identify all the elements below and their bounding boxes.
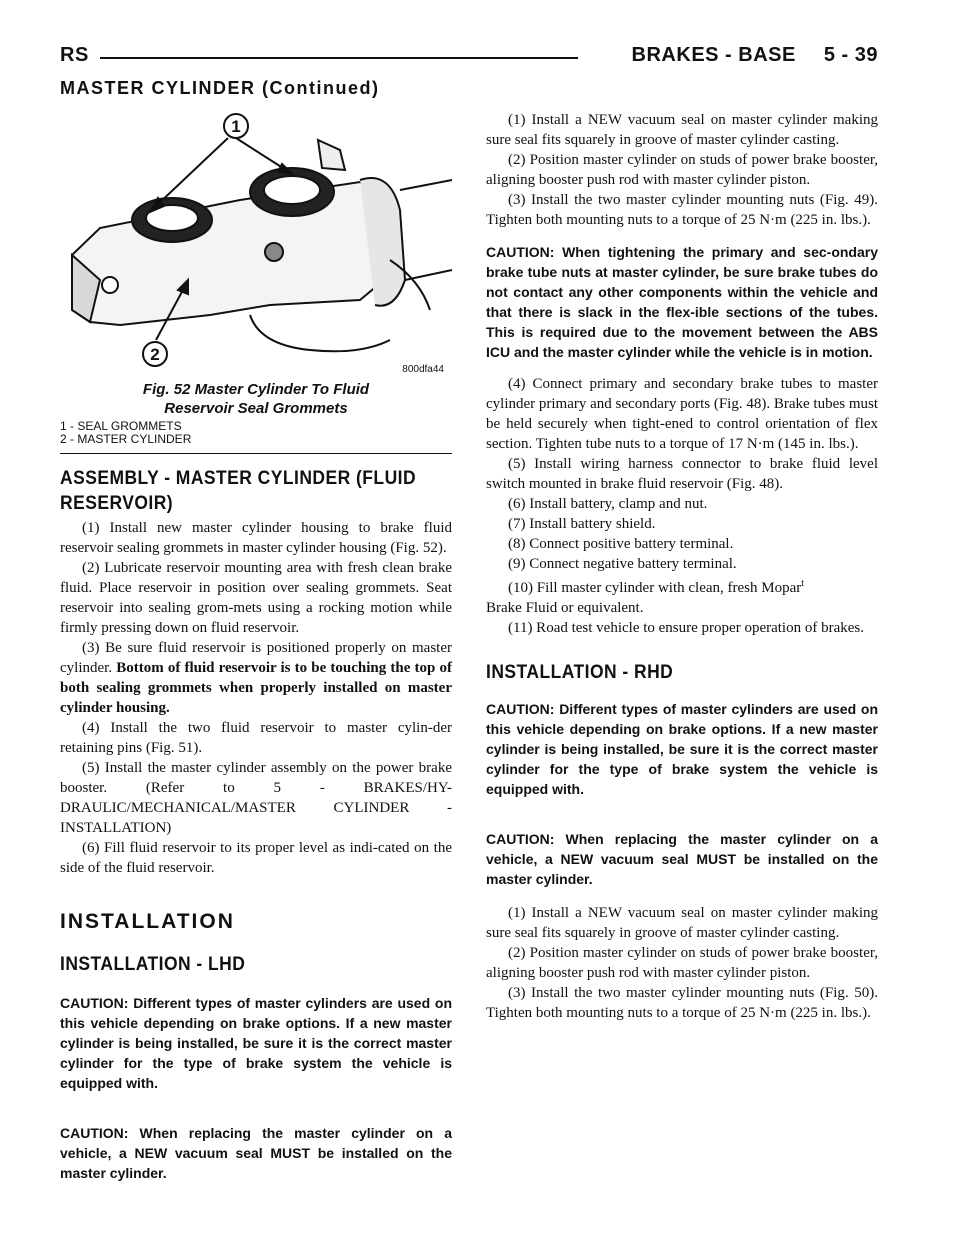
lhd-step-10-cont: Brake Fluid or equivalent. (486, 600, 644, 616)
figure-title (60, 380, 452, 418)
lhd-caution-seal: CAUTION: When replacing the master cylinder on a vehicle, a NEW vacuum seal MUST be installed on the master cylinder. (60, 1125, 452, 1181)
rhd-step: (2) Position master cylinder on studs of power brake booster, aligning booster push rod with master cylinder piston. (486, 945, 878, 981)
assembly-heading-line2: RESERVOIR) (60, 493, 174, 514)
lhd-step: (3) Install the two master cylinder mounting nuts (Fig. 49). Tighten both mounting nuts to a torque of 25 N·m (225 in. lbs.). (486, 192, 878, 228)
lhd-step: (8) Connect positive battery terminal. (508, 536, 734, 552)
right-column (486, 110, 878, 1023)
lhd-step: (4) Connect primary and secondary brake tubes to master cylinder primary and secondary ports (Fig. 48). Brake tubes must be held securely when tight-ened to control orientation of flex section. Tighten tube nuts to a torque of 17 N·m (145 in. lbs.). (486, 376, 878, 452)
figure-52 (60, 110, 452, 450)
legend-item: 1 - SEAL GROMMETS (60, 419, 182, 433)
rhd-step: (3) Install the two master cylinder mounting nuts (Fig. 50). Tighten both mounting nuts to a torque of 25 N·m (225 in. lbs.). (486, 985, 878, 1021)
header-rule (100, 57, 578, 59)
assembly-step: (6) Fill fluid reservoir to its proper level as indi-cated on the side of the fluid reservoir. (60, 840, 452, 876)
page-number: 5 - 39 (823, 44, 878, 66)
assembly-step-3 (60, 638, 452, 718)
port-2 (265, 243, 283, 261)
rhd-step: (1) Install a NEW vacuum seal on master cylinder making sure seal fits squarely in groove of master cylinder casting. (486, 905, 878, 941)
manual-code: RS (60, 44, 89, 66)
rhd-caution-types: CAUTION: Different types of master cylinders are used on this vehicle depending on brake options. If a new master cylinder is being installed, be sure it is the correct master cylinder for the type of brake system the vehicle is equipped with. (486, 701, 878, 797)
lhd-step-10 (486, 574, 878, 598)
assembly-step: (2) Lubricate reservoir mounting area with fresh clean brake fluid. Place reservoir in position over sealing grommets. Seat reservoir into sealing grom-mets using a rocking motion while firmly pressing down on fluid reservoir. (60, 560, 452, 636)
step-bold-note: Bottom of fluid reservoir is to be touching the top of both sealing grommets when properly installed on master cylinder housing. (60, 660, 452, 716)
left-column (60, 110, 452, 1183)
section-name: BRAKES - BASE (631, 44, 796, 66)
master-cylinder-illustration (60, 110, 452, 380)
hose-line (250, 315, 390, 351)
assembly-step: (4) Install the two fluid reservoir to master cylin-der retaining pins (Fig. 51). (60, 720, 452, 756)
figure-title-line2: Reservoir Seal Grommets (164, 400, 348, 417)
assembly-step: (1) Install new master cylinder housing to brake fluid reservoir sealing grommets in master cylinder housing (Fig. 52). (60, 520, 452, 556)
figure-title-line1: Fig. 52 Master Cylinder To Fluid (142, 381, 370, 398)
booster-body (400, 180, 452, 280)
figure-legend (60, 420, 191, 446)
rhd-heading: INSTALLATION - RHD (486, 662, 674, 683)
callout-1-arrow-right (236, 138, 286, 170)
port-1 (102, 277, 118, 293)
lhd-caution-types: CAUTION: Different types of master cylinders are used on this vehicle depending on brake options. If a new master cylinder is being installed, be sure it is the correct master cylinder for the type of brake system the vehicle is equipped with. (60, 995, 452, 1091)
lhd-step: (5) Install wiring harness connector to brake fluid level switch mounted in brake fluid reservoir (Fig. 48). (486, 456, 878, 492)
step-text: (10) Fill master cylinder with clean, fresh Mopar (508, 580, 802, 596)
lhd-step: (2) Position master cylinder on studs of power brake booster, aligning booster push rod with master cylinder piston. (486, 152, 878, 188)
lhd-step: (9) Connect negative battery terminal. (508, 556, 737, 572)
assembly-heading (60, 466, 421, 516)
figure-rule (60, 453, 452, 454)
header-right (632, 44, 878, 67)
assembly-heading-line1: ASSEMBLY - MASTER CYLINDER (FLUID (60, 468, 417, 489)
lhd-step: (7) Install battery shield. (508, 516, 656, 532)
installation-heading: INSTALLATION (60, 910, 235, 933)
lhd-heading: INSTALLATION - LHD (60, 954, 246, 975)
cylinder-body (72, 182, 390, 325)
image-code: 800dfa44 (402, 364, 444, 375)
lhd-caution-tubes: CAUTION: When tightening the primary and sec-ondary brake tube nuts at master cylinder, be sure brake tubes do not contact any other components within the vehicle and that there is slack in the flex-ible sections of the tubes. This is required due to the movement between the ABS ICU and the master cylinder while the vehicle is in motion. (486, 244, 878, 360)
callout-2-label: 2 (150, 345, 160, 364)
assembly-step: (5) Install the master cylinder assembly on the power brake booster. (Refer to 5 - BRAKES/HY-DRAULIC/MECHANICAL/MASTER CYLINDER - INSTALLATION) (60, 760, 452, 836)
callout-1-arrow-left (156, 138, 228, 206)
lhd-step: (1) Install a NEW vacuum seal on master cylinder making sure seal fits squarely in groove of master cylinder casting. (486, 112, 878, 148)
step-text: (3) Be sure fluid reservoir is positioned properly on master cylinder. (60, 640, 452, 676)
rhd-caution-seal: CAUTION: When replacing the master cylinder on a vehicle, a NEW vacuum seal MUST be installed on the master cylinder. (486, 831, 878, 887)
continued-heading: MASTER CYLINDER (Continued) (60, 78, 380, 98)
trademark-mark: t (801, 578, 805, 589)
mounting-bracket (318, 140, 345, 170)
legend-item: 2 - MASTER CYLINDER (60, 432, 192, 446)
lhd-step: (11) Road test vehicle to ensure proper operation of brakes. (508, 620, 864, 636)
lhd-step: (6) Install battery, clamp and nut. (508, 496, 708, 512)
callout-1-label: 1 (231, 117, 241, 136)
page-header (60, 44, 878, 74)
